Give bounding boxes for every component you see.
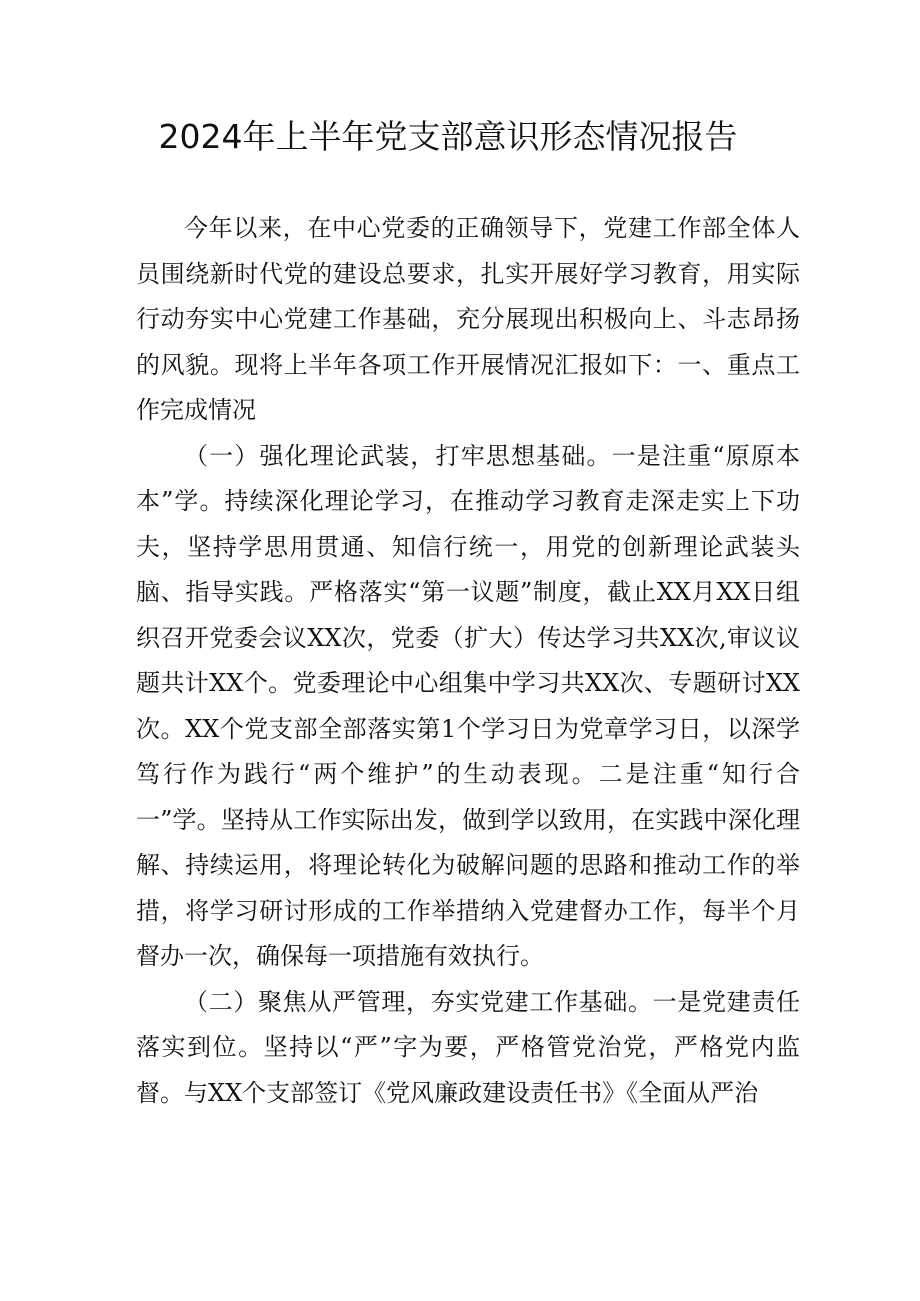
paragraph-intro: 今年以来，在中心党委的正确领导下，党建工作部全体人员围绕新时代党的建设总要求，扎实开展好学习教育，用实际行动夯实中心党建工作基础，充分展现出积极向上、斗志昂扬的风貌。现将上半年各项工作开展情况汇报如下：一、重点工作完成情况	[136, 214, 800, 424]
paragraph-theory-study: （一）强化理论武装，打牢思想基础。一是注重“原原本本”学。持续深化理论学习，在推动学习教育走深走实上下功夫，坚持学思用贯通、知信行统一，用党的创新理论武装头脑、指导实践。严格落实“第一议题”制度，截止XX月XX日组织召开党委会议XX次，党委（扩大）传达学习共XX次,审议议题共计XX个。党委理论中心组集中学习共XX次、专题研讨XX次。XX个党支部全部落实第1个学习日为党章学习日，以深学笃行作为践行“两个维护”的生动表现。二是注重“知行合一”学。坚持从工作实际出发，做到学以致用，在实践中深化理解、持续运用，将理论转化为破解问题的思路和推动工作的举措，将学习研讨形成的工作举措纳入党建督办工作，每半个月督办一次，确保每一项措施有效执行。	[136, 441, 800, 970]
paragraph-strict-management: （二）聚焦从严管理，夯实党建工作基础。一是党建责任落实到位。坚持以“严”字为要，严格管党治党，严格党内监督。与XX个支部签订《党风廉政建设责任书》《全面从严治	[136, 987, 800, 1107]
document-body	[136, 206, 800, 1116]
document-title: 2024年上半年党支部意识形态情况报告	[158, 117, 738, 156]
